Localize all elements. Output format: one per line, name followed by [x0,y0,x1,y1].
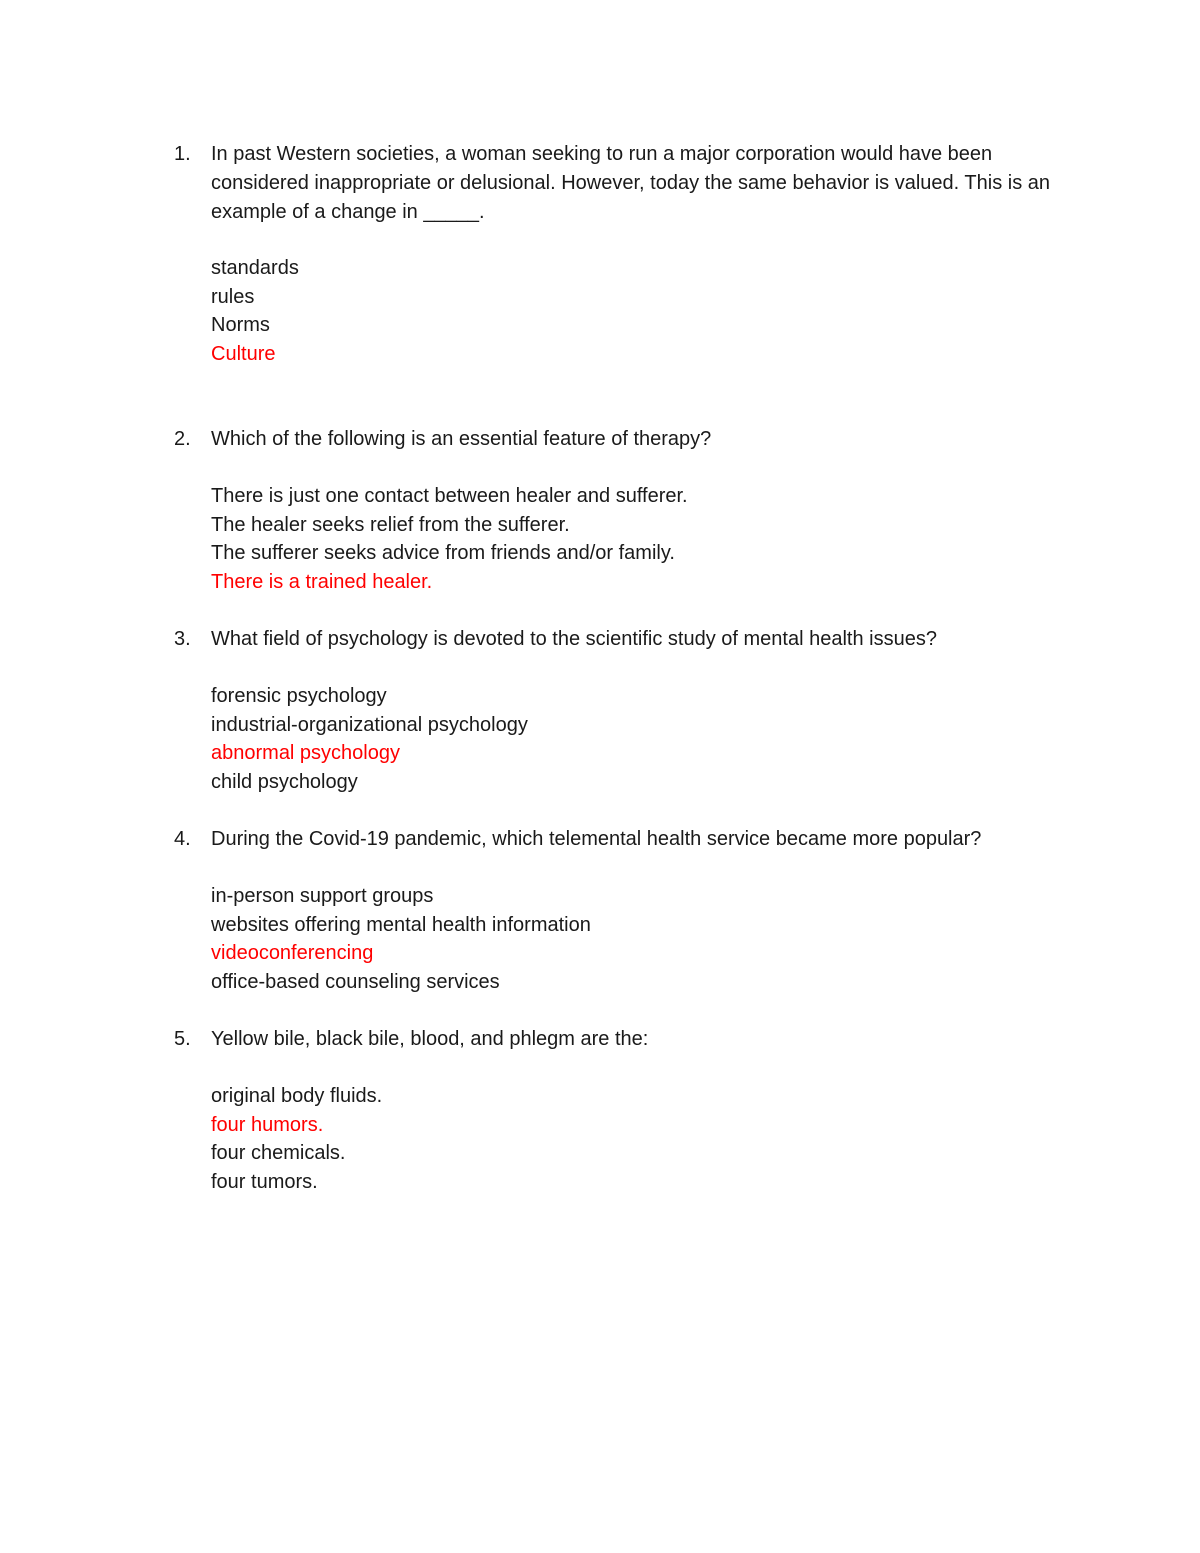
correct-answer-option: videoconferencing [211,942,374,964]
question-number: 2. [174,428,191,450]
correct-answer-option: There is a trained healer. [211,570,433,593]
answer-option: forensic psychology [211,685,387,707]
answer-option: There is just one contact between healer and sufferer. [211,485,688,507]
question-text: During the Covid-19 pandemic, which telemental health service became more popular? [211,828,982,850]
question-number: 3. [174,628,191,650]
question-number: 5. [174,1028,191,1050]
answer-option: websites offering mental health information [211,913,591,936]
answer-option: Norms [211,314,270,336]
question-text: What field of psychology is devoted to the scientific study of mental health issues? [211,628,937,650]
answer-option: The healer seeks relief from the sufferer. [211,513,570,536]
question-text: In past Western societies, a woman seeking to run a major corporation would have been considered inappropriate or delusional. However, today the same behavior is valued. This is an example of a change in _____. [211,143,1051,223]
answer-option: The sufferer seeks advice from friends and/or family. [211,542,675,564]
question-text: Which of the following is an essential feature of therapy? [211,428,712,450]
correct-answer-option: abnormal psychology [211,742,400,764]
correct-answer-option: four humors. [211,1113,324,1136]
answer-options [211,1082,1081,1196]
question-number: 4. [174,828,191,850]
answer-option: rules [211,285,255,308]
answer-option: industrial-organizational psychology [211,713,528,736]
correct-answer-option: Culture [211,342,276,365]
answer-options [211,882,1081,996]
answer-option: child psychology [211,770,358,793]
answer-option: original body fluids. [211,1085,383,1107]
answer-option: four chemicals. [211,1142,346,1164]
answer-options [211,482,1081,596]
answer-option: standards [211,257,299,279]
answer-option: in-person support groups [211,885,434,907]
answer-options [211,254,1081,368]
answer-option: office-based counseling services [211,970,500,993]
question-text: Yellow bile, black bile, blood, and phlegm are the: [211,1028,649,1050]
answer-option: four tumors. [211,1170,318,1193]
answer-options [211,682,1081,796]
question-number: 1. [174,143,191,165]
